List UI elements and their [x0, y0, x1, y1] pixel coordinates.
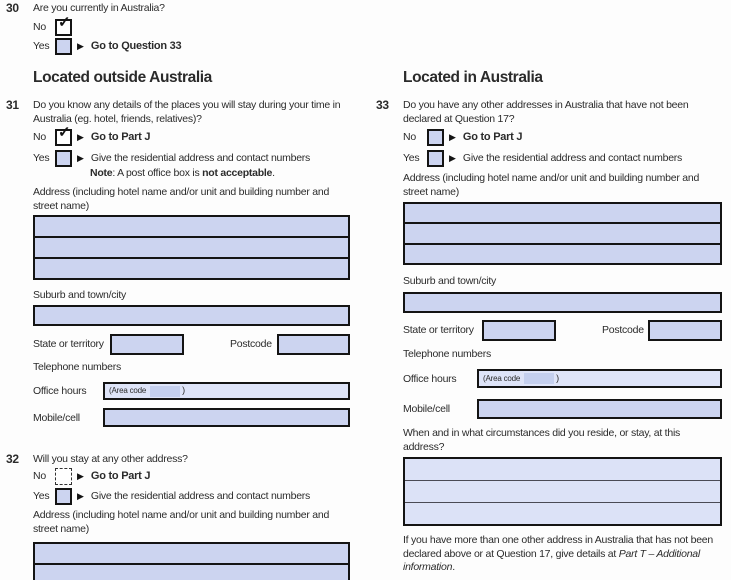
footer-text: If you have more than one other address in Australia that has not been declared above or at Question 17, give details at: [403, 534, 713, 560]
q33-yes-checkbox[interactable]: [427, 150, 444, 167]
q33-when-box: [403, 457, 722, 526]
q33-mobile-label: Mobile/cell: [403, 403, 450, 415]
q30-yes-checkbox[interactable]: [55, 38, 72, 55]
q31-note: [90, 167, 350, 181]
q33-area-code-label: (Area code: [483, 373, 521, 383]
q31-mobile-field[interactable]: [103, 408, 350, 427]
q33-address-line-1[interactable]: [405, 204, 720, 222]
q31-note-end: .: [272, 167, 275, 179]
q33-yes-label: Yes: [403, 151, 420, 164]
q33-office-label: Office hours: [403, 373, 457, 385]
q33-no-action: Go to Part J: [462, 130, 523, 143]
q31-office-row: [33, 382, 350, 400]
q33-phone-label: Telephone numbers: [403, 348, 491, 360]
question-33-text: Do you have any other addresses in Australia that have not been declared at Question 17?: [403, 99, 689, 125]
q31-note-bold: not acceptable: [202, 167, 273, 179]
q31-yes-row: [33, 150, 310, 167]
q32-yes-label: Yes: [33, 489, 50, 502]
q32-no-label: No: [33, 469, 46, 482]
q31-no-checkbox[interactable]: [55, 124, 72, 146]
q32-address-box: [33, 542, 350, 580]
question-33-number: 33: [376, 98, 389, 112]
q33-when-line-3[interactable]: [405, 502, 720, 524]
q32-address-label: Address (including hotel name and/or unit and building number and street name): [33, 509, 330, 535]
q31-state-label: State or territory: [33, 338, 104, 350]
footer-period: .: [452, 561, 455, 573]
q31-phone-label: Telephone numbers: [33, 361, 121, 373]
q30-yes-action: Go to Question 33: [90, 39, 182, 52]
question-30: [6, 1, 350, 16]
q33-address-label: Address (including hotel name and/or unit and building number and street name): [403, 172, 700, 198]
q31-suburb-field[interactable]: [33, 305, 350, 326]
q31-no-label: No: [33, 130, 46, 143]
q33-footer-note: [403, 534, 722, 575]
arrow-right-icon: ▶: [77, 490, 84, 501]
q33-postcode-label: Postcode: [602, 324, 644, 336]
q31-office-label: Office hours: [33, 385, 87, 397]
check-icon: ✓: [58, 124, 71, 141]
q33-mobile-row: [403, 399, 722, 419]
q31-address-line-1[interactable]: [35, 217, 348, 236]
question-31-text: Do you know any details of the places you will stay during your time in Australia (eg. hotel, friends, relatives)?: [33, 99, 341, 125]
q31-state-field[interactable]: [110, 334, 184, 355]
q31-yes-label: Yes: [33, 151, 50, 164]
q32-yes-row: [33, 488, 310, 505]
q31-state-row: [33, 334, 350, 355]
q33-area-code-close: ): [556, 372, 559, 383]
q32-no-checkbox[interactable]: [55, 468, 72, 485]
q33-suburb-field[interactable]: [403, 292, 722, 313]
question-32: [6, 452, 350, 467]
q33-no-checkbox[interactable]: [427, 129, 444, 146]
q33-address-line-2[interactable]: [405, 222, 720, 242]
q31-suburb-label: Suburb and town/city: [33, 289, 127, 301]
right-column: [376, 0, 722, 580]
q31-address-label: Address (including hotel name and/or unit and building number and street name): [33, 186, 330, 212]
question-33: [376, 98, 722, 126]
q31-office-field[interactable]: [103, 382, 350, 400]
arrow-right-icon: ▶: [77, 131, 84, 142]
q31-address-box: [33, 215, 350, 280]
q30-yes-row: [33, 38, 181, 55]
q33-state-row: [403, 320, 722, 341]
q31-postcode-label: Postcode: [230, 338, 272, 350]
question-31-number: 31: [6, 98, 19, 112]
question-32-text: Will you stay at any other address?: [33, 453, 188, 465]
q31-address-line-2[interactable]: [35, 236, 348, 257]
left-section-heading: Located outside Australia: [33, 69, 212, 86]
q31-note-label: Note: [90, 167, 113, 179]
q32-address-line-1[interactable]: [35, 544, 348, 563]
arrow-right-icon: ▶: [77, 40, 84, 51]
arrow-right-icon: ▶: [77, 152, 84, 163]
q32-address-line-2[interactable]: [35, 563, 348, 580]
q30-yes-label: Yes: [33, 39, 50, 52]
q31-note-mid: : A post office box is: [112, 167, 203, 179]
q32-yes-checkbox[interactable]: [55, 488, 72, 505]
arrow-right-icon: ▶: [449, 131, 456, 142]
q33-postcode-field[interactable]: [648, 320, 722, 341]
q31-mobile-row: [33, 408, 350, 427]
q31-area-code-field[interactable]: [150, 386, 180, 397]
q33-area-code-field[interactable]: [524, 373, 554, 384]
q33-when-line-1[interactable]: [405, 459, 720, 480]
q32-no-action: Go to Part J: [90, 469, 151, 482]
q30-no-checkbox[interactable]: [55, 14, 72, 36]
q33-when-line-2[interactable]: [405, 480, 720, 502]
arrow-right-icon: ▶: [77, 470, 84, 481]
q33-yes-row: [403, 150, 682, 167]
q30-no-row: [33, 14, 72, 36]
q31-area-code-close: ): [182, 385, 185, 396]
q33-no-label: No: [403, 130, 416, 143]
question-32-number: 32: [6, 452, 19, 466]
question-31: [6, 98, 350, 126]
q31-postcode-field[interactable]: [277, 334, 350, 355]
q33-yes-action: Give the residential address and contact numbers: [462, 151, 683, 164]
q32-no-row: [33, 468, 150, 485]
q33-office-field[interactable]: [477, 369, 722, 388]
q33-state-label: State or territory: [403, 324, 474, 336]
q31-no-row: [33, 124, 151, 146]
q31-area-code-label: (Area code: [109, 386, 147, 396]
q31-address-line-3[interactable]: [35, 257, 348, 278]
question-30-number: 30: [6, 1, 19, 15]
q33-suburb-label: Suburb and town/city: [403, 275, 497, 287]
q33-mobile-field[interactable]: [477, 399, 722, 419]
check-icon: ✓: [58, 14, 71, 31]
q33-address-box: [403, 202, 722, 265]
left-column: [6, 0, 350, 580]
arrow-right-icon: ▶: [449, 152, 456, 163]
q32-yes-action: Give the residential address and contact numbers: [90, 489, 311, 502]
q33-office-row: [403, 369, 722, 388]
q33-address-line-3[interactable]: [405, 243, 720, 263]
footer-reference: Part T – Additional information: [403, 547, 700, 573]
right-section-heading: Located in Australia: [403, 69, 543, 86]
q31-yes-checkbox[interactable]: [55, 150, 72, 167]
q31-mobile-label: Mobile/cell: [33, 412, 80, 424]
q31-no-action: Go to Part J: [90, 130, 151, 143]
question-30-text: Are you currently in Australia?: [33, 2, 165, 14]
q31-yes-action: Give the residential address and contact numbers: [90, 151, 311, 164]
q33-no-row: [403, 129, 522, 146]
q33-when-question: When and in what circumstances did you reside, or stay, at this address?: [403, 427, 681, 453]
q33-state-field[interactable]: [482, 320, 556, 341]
q30-no-label: No: [33, 20, 46, 33]
